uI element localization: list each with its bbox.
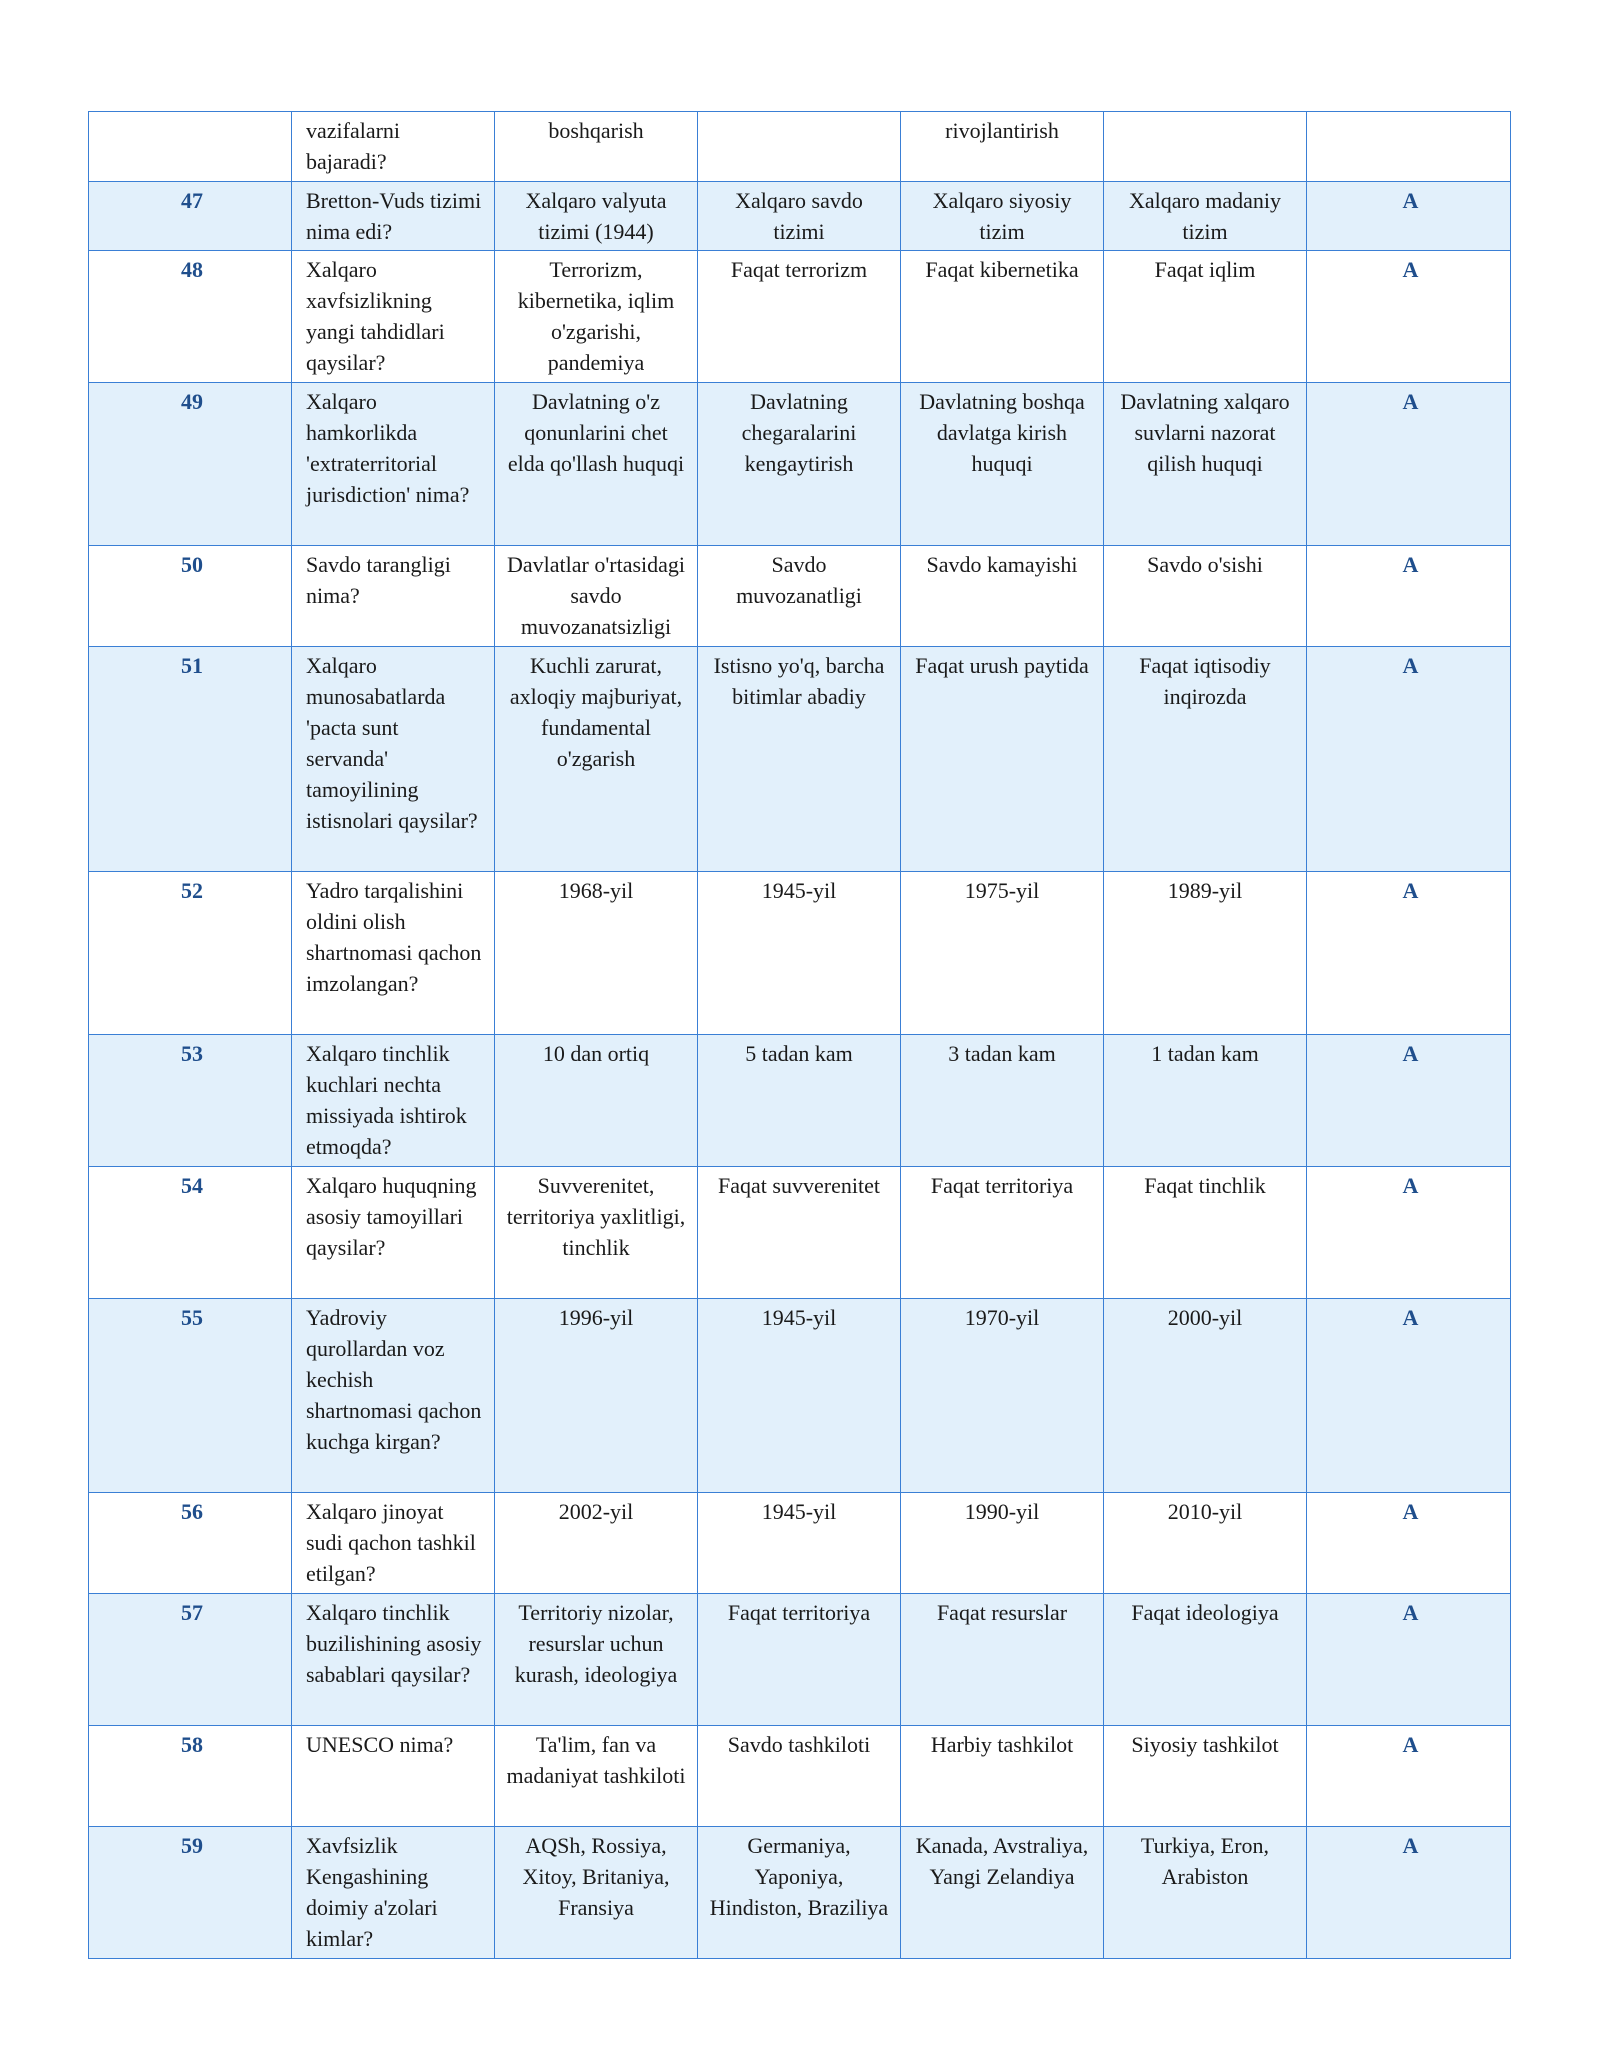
- question-text: Xalqaro xavfsizlikning yangi tahdidlari qaysilar?: [292, 251, 495, 383]
- option-c: Faqat urush paytida: [901, 647, 1104, 872]
- quiz-table-body: [89, 112, 1511, 1959]
- option-b: Savdo muvozanatligi: [698, 546, 901, 647]
- question-text: Xalqaro hamkorlikda 'extraterritorial jurisdiction' nima?: [292, 383, 495, 546]
- table-row: [89, 383, 1511, 546]
- question-number: 47: [89, 182, 292, 251]
- option-d: Davlatning xalqaro suvlarni nazorat qilish huquqi: [1104, 383, 1307, 546]
- table-row: [89, 112, 1511, 182]
- correct-answer: A: [1307, 1035, 1511, 1167]
- question-number: 59: [89, 1827, 292, 1959]
- table-row: [89, 1594, 1511, 1726]
- option-a: Xalqaro valyuta tizimi (1944): [495, 182, 698, 251]
- correct-answer: [1307, 112, 1511, 182]
- correct-answer: A: [1307, 1167, 1511, 1299]
- option-d: Faqat iqtisodiy inqirozda: [1104, 647, 1307, 872]
- option-b: Faqat suvverenitet: [698, 1167, 901, 1299]
- table-row: [89, 647, 1511, 872]
- option-d: [1104, 112, 1307, 182]
- option-c: 1975-yil: [901, 872, 1104, 1035]
- option-c: Faqat resurslar: [901, 1594, 1104, 1726]
- option-b: [698, 112, 901, 182]
- option-b: 1945-yil: [698, 1299, 901, 1493]
- option-d: Faqat tinchlik: [1104, 1167, 1307, 1299]
- option-b: Davlatning chegaralarini kengaytirish: [698, 383, 901, 546]
- correct-answer: A: [1307, 647, 1511, 872]
- question-number: 53: [89, 1035, 292, 1167]
- correct-answer: A: [1307, 1726, 1511, 1827]
- table-row: [89, 1167, 1511, 1299]
- correct-answer: A: [1307, 1594, 1511, 1726]
- correct-answer: A: [1307, 1493, 1511, 1594]
- question-text: Yadro tarqalishini oldini olish shartnomasi qachon imzolangan?: [292, 872, 495, 1035]
- option-d: Faqat iqlim: [1104, 251, 1307, 383]
- question-text: Xalqaro tinchlik kuchlari nechta missiyada ishtirok etmoqda?: [292, 1035, 495, 1167]
- question-text: Xalqaro jinoyat sudi qachon tashkil etilgan?: [292, 1493, 495, 1594]
- question-text: Xavfsizlik Kengashining doimiy a'zolari kimlar?: [292, 1827, 495, 1959]
- option-a: Suvverenitet, territoriya yaxlitligi, tinchlik: [495, 1167, 698, 1299]
- option-a: 1968-yil: [495, 872, 698, 1035]
- question-text: Yadroviy qurollardan voz kechish shartnomasi qachon kuchga kirgan?: [292, 1299, 495, 1493]
- option-a: AQSh, Rossiya, Xitoy, Britaniya, Fransiya: [495, 1827, 698, 1959]
- option-b: Savdo tashkiloti: [698, 1726, 901, 1827]
- correct-answer: A: [1307, 383, 1511, 546]
- question-number: 48: [89, 251, 292, 383]
- option-a: 2002-yil: [495, 1493, 698, 1594]
- correct-answer: A: [1307, 251, 1511, 383]
- correct-answer: A: [1307, 872, 1511, 1035]
- option-b: 1945-yil: [698, 1493, 901, 1594]
- question-number: 57: [89, 1594, 292, 1726]
- option-a: boshqarish: [495, 112, 698, 182]
- question-number: 58: [89, 1726, 292, 1827]
- question-text: UNESCO nima?: [292, 1726, 495, 1827]
- option-b: Xalqaro savdo tizimi: [698, 182, 901, 251]
- option-d: 2010-yil: [1104, 1493, 1307, 1594]
- option-d: Siyosiy tashkilot: [1104, 1726, 1307, 1827]
- option-c: Faqat territoriya: [901, 1167, 1104, 1299]
- option-c: Kanada, Avstraliya, Yangi Zelandiya: [901, 1827, 1104, 1959]
- table-row: [89, 1827, 1511, 1959]
- question-number: 51: [89, 647, 292, 872]
- correct-answer: A: [1307, 1299, 1511, 1493]
- quiz-table: [88, 111, 1511, 1959]
- option-c: Xalqaro siyosiy tizim: [901, 182, 1104, 251]
- question-text: Xalqaro huquqning asosiy tamoyillari qaysilar?: [292, 1167, 495, 1299]
- question-number: 50: [89, 546, 292, 647]
- option-a: Kuchli zarurat, axloqiy majburiyat, fundamental o'zgarish: [495, 647, 698, 872]
- table-row: [89, 546, 1511, 647]
- table-row: [89, 1035, 1511, 1167]
- option-a: Davlatning o'z qonunlarini chet elda qo'llash huquqi: [495, 383, 698, 546]
- table-row: [89, 1493, 1511, 1594]
- option-a: Terrorizm, kibernetika, iqlim o'zgarishi, pandemiya: [495, 251, 698, 383]
- question-text: Savdo tarangligi nima?: [292, 546, 495, 647]
- option-d: 2000-yil: [1104, 1299, 1307, 1493]
- option-c: rivojlantirish: [901, 112, 1104, 182]
- question-text: Xalqaro munosabatlarda 'pacta sunt servanda' tamoyilining istisnolari qaysilar?: [292, 647, 495, 872]
- option-d: Turkiya, Eron, Arabiston: [1104, 1827, 1307, 1959]
- option-a: 10 dan ortiq: [495, 1035, 698, 1167]
- option-a: Territoriy nizolar, resurslar uchun kurash, ideologiya: [495, 1594, 698, 1726]
- option-a: Ta'lim, fan va madaniyat tashkiloti: [495, 1726, 698, 1827]
- question-number: [89, 112, 292, 182]
- option-c: Faqat kibernetika: [901, 251, 1104, 383]
- option-b: 5 tadan kam: [698, 1035, 901, 1167]
- option-c: 3 tadan kam: [901, 1035, 1104, 1167]
- option-d: Savdo o'sishi: [1104, 546, 1307, 647]
- option-c: 1970-yil: [901, 1299, 1104, 1493]
- option-d: Xalqaro madaniy tizim: [1104, 182, 1307, 251]
- option-c: Harbiy tashkilot: [901, 1726, 1104, 1827]
- option-a: 1996-yil: [495, 1299, 698, 1493]
- option-d: 1 tadan kam: [1104, 1035, 1307, 1167]
- option-b: Istisno yo'q, barcha bitimlar abadiy: [698, 647, 901, 872]
- table-row: [89, 872, 1511, 1035]
- table-row: [89, 182, 1511, 251]
- question-number: 55: [89, 1299, 292, 1493]
- question-text: Bretton-Vuds tizimi nima edi?: [292, 182, 495, 251]
- question-number: 54: [89, 1167, 292, 1299]
- table-row: [89, 1726, 1511, 1827]
- question-text: Xalqaro tinchlik buzilishining asosiy sabablari qaysilar?: [292, 1594, 495, 1726]
- option-d: Faqat ideologiya: [1104, 1594, 1307, 1726]
- option-c: Davlatning boshqa davlatga kirish huquqi: [901, 383, 1104, 546]
- option-b: Faqat terrorizm: [698, 251, 901, 383]
- option-c: 1990-yil: [901, 1493, 1104, 1594]
- question-number: 56: [89, 1493, 292, 1594]
- option-b: 1945-yil: [698, 872, 901, 1035]
- option-b: Faqat territoriya: [698, 1594, 901, 1726]
- question-number: 49: [89, 383, 292, 546]
- option-b: Germaniya, Yaponiya, Hindiston, Braziliya: [698, 1827, 901, 1959]
- question-number: 52: [89, 872, 292, 1035]
- question-text: vazifalarni bajaradi?: [292, 112, 495, 182]
- option-d: 1989-yil: [1104, 872, 1307, 1035]
- option-c: Savdo kamayishi: [901, 546, 1104, 647]
- correct-answer: A: [1307, 546, 1511, 647]
- correct-answer: A: [1307, 182, 1511, 251]
- table-row: [89, 1299, 1511, 1493]
- correct-answer: A: [1307, 1827, 1511, 1959]
- table-row: [89, 251, 1511, 383]
- option-a: Davlatlar o'rtasidagi savdo muvozanatsizligi: [495, 546, 698, 647]
